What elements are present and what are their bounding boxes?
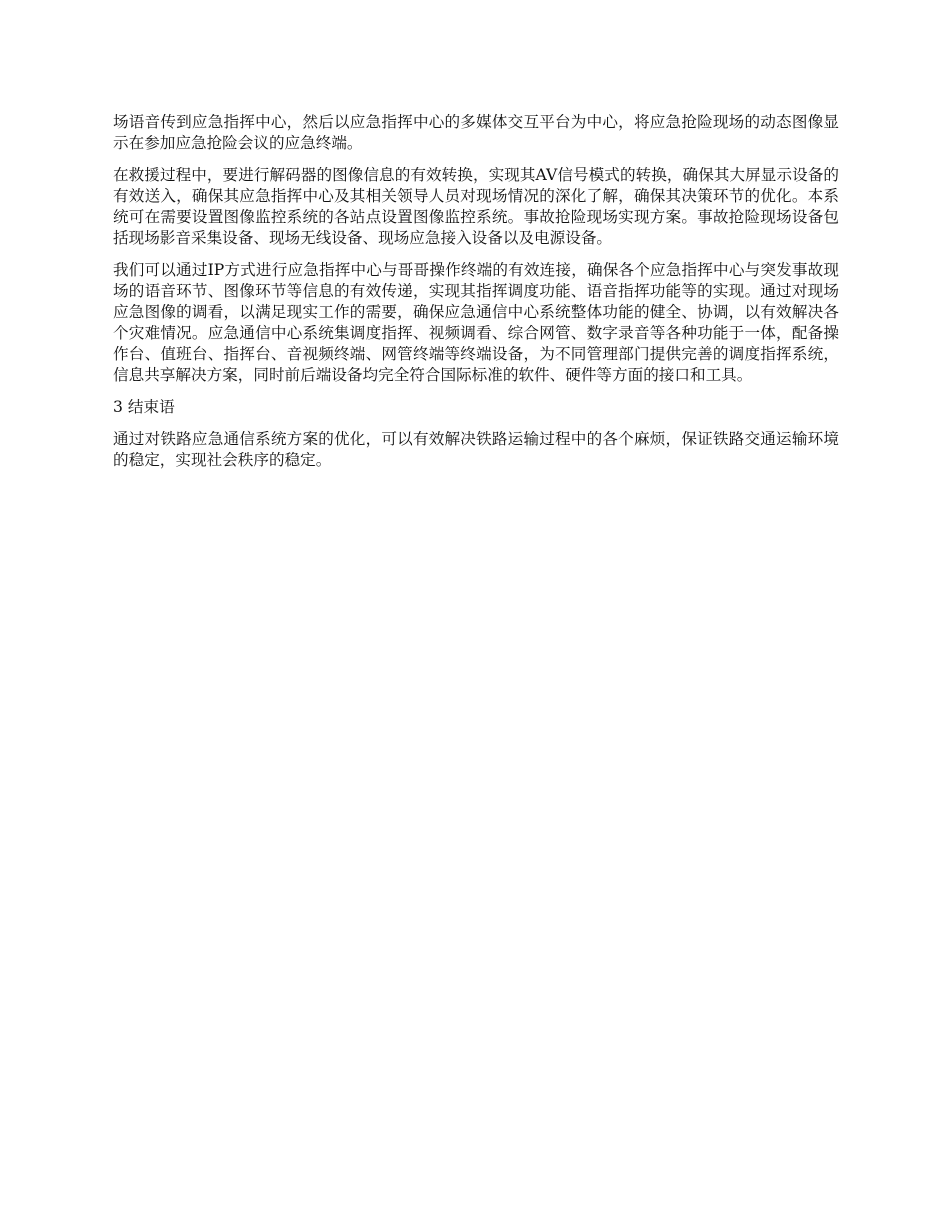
paragraph-rescue-process: 在救援过程中，要进行解码器的图像信息的有效转换，实现其AV信号模式的转换，确保其大屏显示设备的有效送入，确保其应急指挥中心及其相关领导人员对现场情况的深化了解，确保其决策环节的优化。本系统可在需要设置图像监控系统的各站点设置图像监控系统。事故抢险现场实现方案。事故抢险现场设备包括现场影音采集设备、现场无线设备、现场应急接入设备以及电源设备。 <box>113 166 839 247</box>
document-page <box>113 112 839 482</box>
paragraph-continuation: 场语音传到应急指挥中心，然后以应急指挥中心的多媒体交互平台为中心，将应急抢险现场的动态图像显示在参加应急抢险会议的应急终端。 <box>113 113 839 152</box>
paragraph-conclusion: 通过对铁路应急通信系统方案的优化，可以有效解决铁路运输过程中的各个麻烦，保证铁路交通运输环境的稳定，实现社会秩序的稳定。 <box>113 430 839 469</box>
paragraph-ip-connection: 我们可以通过IP方式进行应急指挥中心与哥哥操作终端的有效连接，确保各个应急指挥中心与突发事故现场的语音环节、图像环节等信息的有效传递，实现其指挥调度功能、语音指挥功能等的实现。通过对现场应急图像的调看，以满足现实工作的需要，确保应急通信中心系统整体功能的健全、协调，以有效解决各个灾难情况。应急通信中心系统集调度指挥、视频调看、综合网管、数字录音等各种功能于一体，配备操作台、值班台、指挥台、音视频终端、网管终端等终端设备，为不同管理部门提供完善的调度指挥系统，信息共享解决方案，同时前后端设备均完全符合国际标准的软件、硬件等方面的接口和工具。 <box>113 261 839 384</box>
section-heading: 3 结束语 <box>113 398 175 416</box>
